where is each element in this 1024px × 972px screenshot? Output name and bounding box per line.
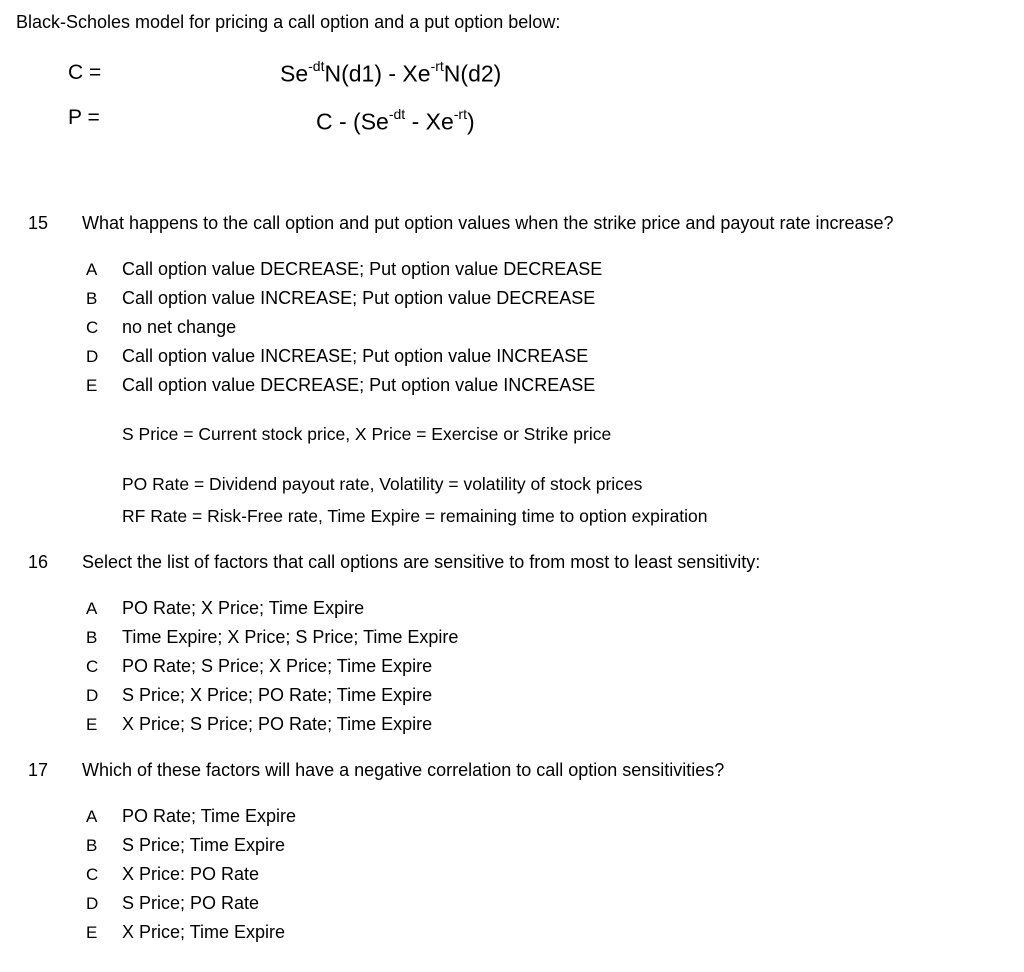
put-formula — [316, 108, 475, 136]
q16-option-d-letter: D — [86, 686, 99, 705]
put-label: P = — [68, 106, 100, 129]
q16-option-e-text: X Price; S Price; PO Rate; Time Expire — [122, 714, 433, 734]
question-17-text: Which of these factors will have a negative correlation to call option sensitivities? — [82, 760, 725, 780]
call-formula-part1: Se — [280, 60, 309, 87]
question-16-number: 16 — [28, 552, 49, 572]
q15-option-d-letter: D — [86, 347, 99, 366]
q15-option-d-text: Call option value INCREASE; Put option value INCREASE — [122, 346, 589, 366]
note-po-rate-volatility: PO Rate = Dividend payout rate, Volatility = volatility of stock prices — [122, 474, 643, 494]
call-formula-exp2: -rt — [430, 58, 444, 74]
q16-option-a-text: PO Rate; X Price; Time Expire — [122, 598, 365, 618]
q15-option-a-letter: A — [86, 260, 98, 279]
q17-option-d-letter: D — [86, 894, 99, 913]
q15-option-b-text: Call option value INCREASE; Put option value DECREASE — [122, 288, 596, 308]
call-formula-exp1: -dt — [308, 58, 325, 74]
q17-option-a-text: PO Rate; Time Expire — [122, 806, 297, 826]
q15-option-e-letter: E — [86, 376, 98, 395]
q16-option-b-text: Time Expire; X Price; S Price; Time Expire — [122, 627, 459, 647]
put-formula-part1: C - (Se — [316, 108, 389, 135]
q17-option-b-letter: B — [86, 836, 98, 855]
q17-option-c-letter: C — [86, 865, 99, 884]
q16-option-c-text: PO Rate; S Price; X Price; Time Expire — [122, 656, 433, 676]
question-15-number: 15 — [28, 213, 49, 233]
note-rf-rate-time-expire: RF Rate = Risk-Free rate, Time Expire = remaining time to option expiration — [122, 506, 708, 526]
q16-option-b-letter: B — [86, 628, 98, 647]
q15-option-b-letter: B — [86, 289, 98, 308]
q15-option-c-text: no net change — [122, 317, 237, 337]
question-15-text: What happens to the call option and put option values when the strike price and payout rate increase? — [82, 213, 894, 233]
question-16-text: Select the list of factors that call options are sensitive to from most to least sensitivity: — [82, 552, 761, 572]
q17-option-e-text: X Price; Time Expire — [122, 922, 286, 942]
note-s-x-price: S Price = Current stock price, X Price = Exercise or Strike price — [122, 424, 612, 444]
intro-text: Black-Scholes model for pricing a call option and a put option below: — [16, 12, 561, 32]
put-formula-exp2: -rt — [453, 106, 467, 122]
q16-option-d-text: S Price; X Price; PO Rate; Time Expire — [122, 685, 433, 705]
q17-option-e-letter: E — [86, 923, 98, 942]
q17-option-b-text: S Price; Time Expire — [122, 835, 286, 855]
call-label: C = — [68, 61, 102, 84]
q17-option-a-letter: A — [86, 807, 98, 826]
q17-option-c-text: X Price: PO Rate — [122, 864, 260, 884]
q15-option-c-letter: C — [86, 318, 99, 337]
question-17-number: 17 — [28, 760, 49, 780]
q15-option-e-text: Call option value DECREASE; Put option value INCREASE — [122, 375, 596, 395]
call-formula — [280, 60, 501, 88]
q16-option-a-letter: A — [86, 599, 98, 618]
q16-option-c-letter: C — [86, 657, 99, 676]
q16-option-e-letter: E — [86, 715, 98, 734]
call-formula-part2: N(d1) - Xe — [324, 60, 431, 87]
put-formula-part2: - Xe — [405, 108, 454, 135]
q15-option-a-text: Call option value DECREASE; Put option value DECREASE — [122, 259, 603, 279]
q17-option-d-text: S Price; PO Rate — [122, 893, 260, 913]
put-formula-exp1: -dt — [388, 106, 406, 122]
put-formula-part3: ) — [466, 108, 475, 135]
call-formula-part3: N(d2) — [443, 60, 502, 87]
